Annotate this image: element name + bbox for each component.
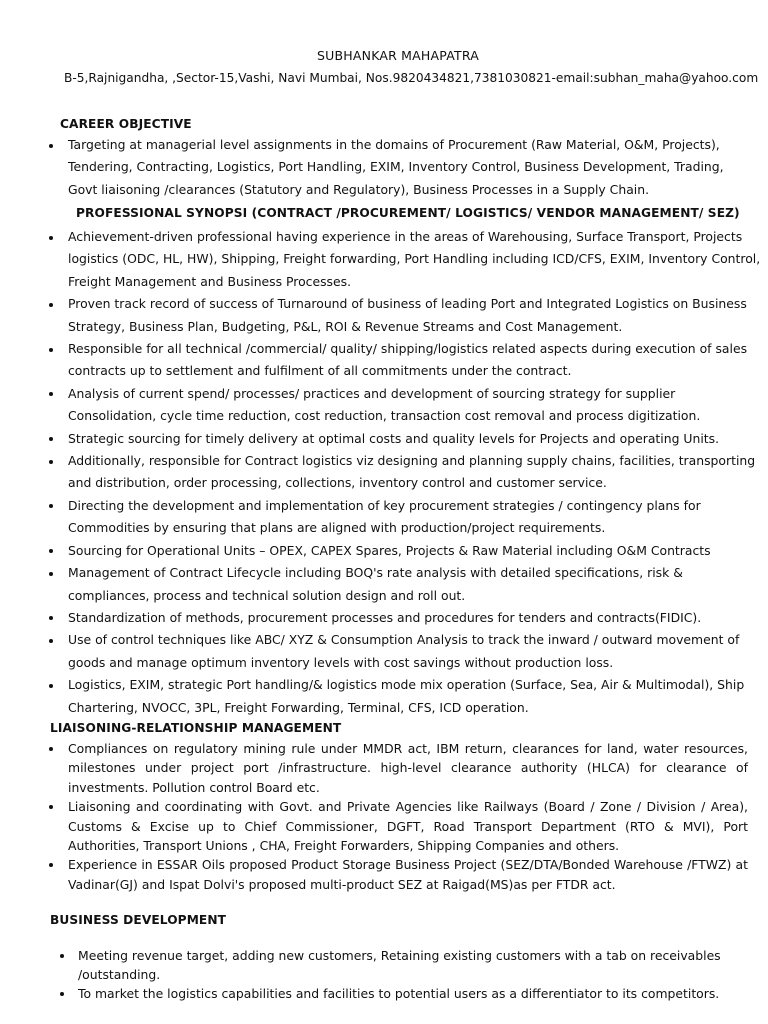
list-item: Responsible for all technical /commercial/ quality/ shipping/logistics related aspects during execution of sales contracts up to settlement and fulfilment of all commitments under the contract. — [68, 338, 764, 383]
professional-synopsis-list — [68, 226, 764, 719]
list-item: Proven track record of success of Turnaround of business of leading Port and Integrated Logistics on Business Strategy, Business Plan, Budgeting, P&L, ROI & Revenue Streams and Cost Management. — [68, 293, 764, 338]
list-item: Experience in ESSAR Oils proposed Product Storage Business Project (SEZ/DTA/Bonded Warehouse /FTWZ) at Vadinar(GJ) and Ispat Dolvi's proposed multi-product SEZ at Raigad(MS)as per FTDR act. — [68, 855, 748, 894]
bullet-icon — [49, 572, 53, 576]
list-item: Standardization of methods, procurement processes and procedures for tenders and contracts(FIDIC). — [68, 607, 764, 629]
list-item: Additionally, responsible for Contract logistics viz designing and planning supply chains, facilities, transporting and distribution, order processing, collections, inventory control and customer service. — [68, 450, 764, 495]
bullet-icon — [49, 549, 53, 553]
list-item: Targeting at managerial level assignments in the domains of Procurement (Raw Material, O&M, Projects), Tendering, Contracting, Logistics, Port Handling, EXIM, Inventory Control, Business Development, Trading, Govt liaisoning /clearances (Statutory and Regulatory), Business Processes in a Supply Chain. — [68, 134, 756, 201]
business-development-list — [78, 946, 754, 1003]
bullet-icon — [49, 504, 53, 508]
candidate-name: SUBHANKAR MAHAPATRA — [317, 48, 479, 63]
career-objective-list — [68, 134, 756, 201]
list-item: Analysis of current spend/ processes/ practices and development of sourcing strategy for supplier Consolidation, cycle time reduction, cost reduction, transaction cost removal and process digitization. — [68, 383, 764, 428]
list-item: Strategic sourcing for timely delivery at optimal costs and quality levels for Projects and operating Units. — [68, 428, 764, 450]
liaisoning-heading: LIAISONING-RELATIONSHIP MANAGEMENT — [50, 721, 342, 735]
bullet-icon — [49, 747, 53, 751]
liaisoning-list — [68, 739, 748, 894]
list-item: Directing the development and implementation of key procurement strategies / contingency plans for Commodities by ensuring that plans are aligned with production/project requirements. — [68, 495, 764, 540]
bullet-icon — [60, 954, 64, 958]
bullet-icon — [49, 805, 53, 809]
bullet-icon — [49, 392, 53, 396]
business-development-heading: BUSINESS DEVELOPMENT — [50, 913, 227, 927]
list-item: Sourcing for Operational Units – OPEX, CAPEX Spares, Projects & Raw Material including O&M Contracts — [68, 540, 764, 562]
professional-synopsis-heading: PROFESSIONAL SYNOPSI (CONTRACT /PROCUREMENT/ LOGISTICS/ VENDOR MANAGEMENT/ SEZ) — [76, 206, 740, 220]
bullet-icon — [49, 303, 53, 307]
bullet-icon — [49, 616, 53, 620]
list-item: Liaisoning and coordinating with Govt. and Private Agencies like Railways (Board / Zone / Division / Area), Customs & Excise up to Chief Commissioner, DGFT, Road Transport Department (RTO & MVI), Port Authorities, Transport Unions , CHA, Freight Forwarders, Shipping Companies and others. — [68, 797, 748, 855]
bullet-icon — [49, 863, 53, 867]
bullet-icon — [49, 684, 53, 688]
bullet-icon — [49, 437, 53, 441]
bullet-icon — [49, 144, 53, 148]
bullet-icon — [60, 992, 64, 996]
contact-line: B-5,Rajnigandha, ,Sector-15,Vashi, Navi Mumbai, Nos.9820434821,7381030821-email:subhan_maha@yahoo.com — [64, 71, 759, 85]
list-item: Use of control techniques like ABC/ XYZ & Consumption Analysis to track the inward / outward movement of goods and manage optimum inventory levels with cost savings without production loss. — [68, 629, 764, 674]
list-item: Achievement-driven professional having experience in the areas of Warehousing, Surface Transport, Projects logistics (ODC, HL, HW), Shipping, Freight forwarding, Port Handling including ICD/CFS, EXIM, Inventory Control, Freight Management and Business Processes. — [68, 226, 764, 293]
career-objective-heading: CAREER OBJECTIVE — [60, 117, 192, 131]
list-item: Management of Contract Lifecycle including BOQ's rate analysis with detailed specifications, risk & compliances, process and technical solution design and roll out. — [68, 562, 764, 607]
bullet-icon — [49, 639, 53, 643]
list-item: Compliances on regulatory mining rule under MMDR act, IBM return, clearances for land, water resources, milestones under project port /infrastructure. high-level clearance authority (HLCA) for clearance of investments. Pollution control Board etc. — [68, 739, 748, 797]
bullet-icon — [49, 236, 53, 240]
list-item: To market the logistics capabilities and facilities to potential users as a differentiator to its competitors. — [78, 984, 754, 1003]
bullet-icon — [49, 348, 53, 352]
list-item: Logistics, EXIM, strategic Port handling/& logistics mode mix operation (Surface, Sea, Air & Multimodal), Ship Chartering, NVOCC, 3PL, Freight Forwarding, Terminal, CFS, ICD operation. — [68, 674, 764, 719]
bullet-icon — [49, 460, 53, 464]
list-item: Meeting revenue target, adding new customers, Retaining existing customers with a tab on receivables /outstanding. — [78, 946, 754, 984]
